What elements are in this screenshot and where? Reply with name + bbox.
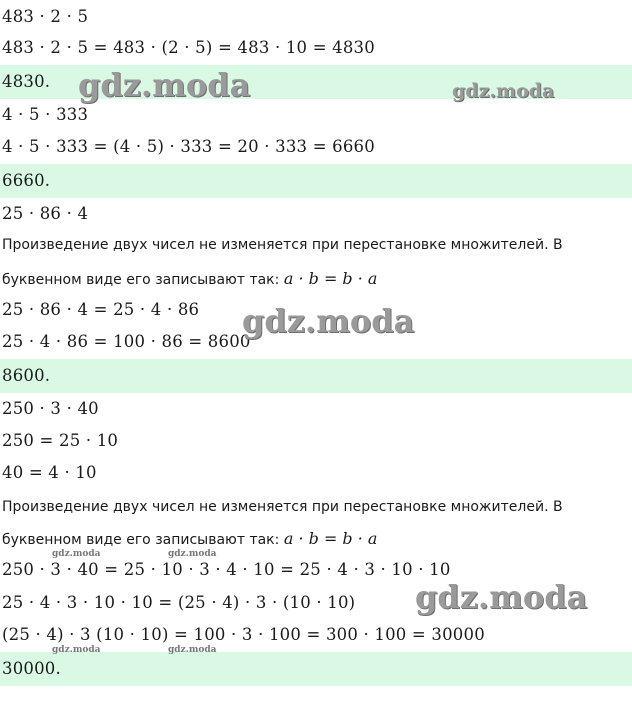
watermark-logo: gdz.moda xyxy=(52,645,101,655)
expression-line: 250 · 3 · 40 xyxy=(2,399,99,418)
watermark-logo: gdz.moda xyxy=(452,80,555,102)
answer-line: 6660. xyxy=(0,164,632,198)
rule-text-formula xyxy=(0,522,632,556)
watermark-logo: gdz.moda xyxy=(78,66,251,104)
expression-line: 250 = 25 · 10 xyxy=(2,431,119,450)
expression-line: 483 · 2 · 5 xyxy=(2,7,89,26)
answer-line: 8600. xyxy=(0,359,632,393)
expression-line: (25 · 4) · 3 (10 · 10) = 100 · 3 · 100 = 300 · 100 = 30000 xyxy=(2,625,485,644)
watermark-logo: gdz.moda xyxy=(168,645,217,655)
watermark-logo: gdz.moda xyxy=(415,578,588,616)
rule-text: буквенном виде его записывают так: xyxy=(2,272,284,288)
rule-text: буквенном виде его записывают так: xyxy=(2,532,284,548)
expression-line: 250 · 3 · 40 = 25 · 10 · 3 · 4 · 10 = 25 · 4 · 3 · 10 · 10 xyxy=(2,560,451,579)
answer-line: 30000. xyxy=(0,652,632,686)
watermark-logo: gdz.moda xyxy=(52,549,101,559)
expression-line: 4 · 5 · 333 xyxy=(2,105,89,124)
expression-line: 25 · 4 · 86 = 100 · 86 = 8600 xyxy=(2,332,251,351)
rule-text: Произведение двух чисел не изменяется при перестановке множителей. В xyxy=(2,237,563,253)
expression-line: 25 · 86 · 4 = 25 · 4 · 86 xyxy=(2,300,200,319)
watermark-logo: gdz.moda xyxy=(242,302,415,340)
formula: a · b = b · a xyxy=(283,529,378,548)
watermark-logo: gdz.moda xyxy=(168,549,217,559)
expression-line: 25 · 86 · 4 xyxy=(2,204,89,223)
expression-line: 40 = 4 · 10 xyxy=(2,463,97,482)
formula: a · b = b · a xyxy=(283,269,378,288)
rule-text: Произведение двух чисел не изменяется при перестановке множителей. В xyxy=(2,499,563,515)
expression-line: 25 · 4 · 3 · 10 · 10 = (25 · 4) · 3 · (10 · 10) xyxy=(2,593,356,612)
expression-line: 4 · 5 · 333 = (4 · 5) · 333 = 20 · 333 = 6660 xyxy=(2,137,375,156)
expression-line: 483 · 2 · 5 = 483 · (2 · 5) = 483 · 10 = 4830 xyxy=(2,38,375,57)
rule-text-formula xyxy=(0,262,632,296)
answer-line: 4830. xyxy=(0,65,632,99)
